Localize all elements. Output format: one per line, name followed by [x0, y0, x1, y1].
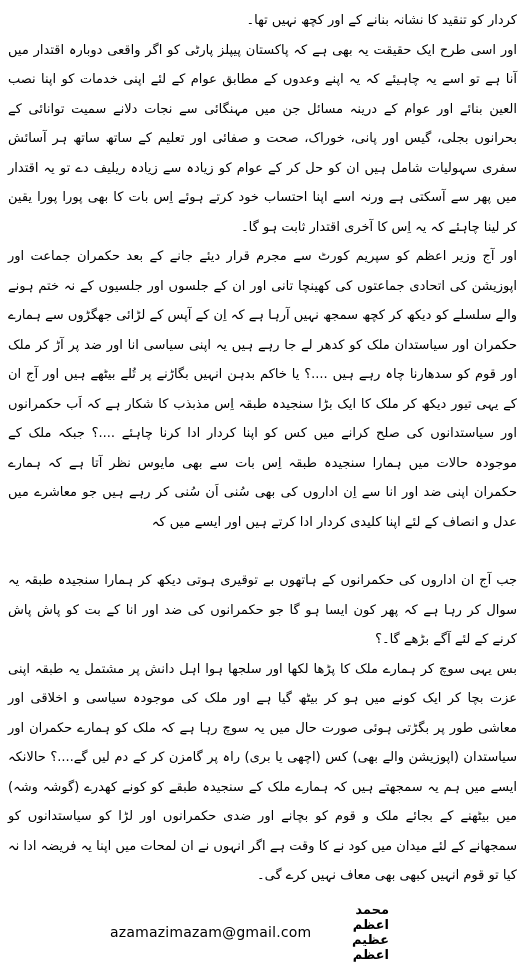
paragraph-1: کردار کو تنقید کا نشانہ بنانے کے اور کچھ نہیں تھا۔: [246, 13, 517, 28]
paragraph-4: جب آج ان اداروں کی حکمرانوں کے ہاتھوں بے توقیری ہوتی دیکھ کر ہمارا سنجیدہ طبقہ یہ سوال کر رہا ہے کہ پھر کون ایسا ہو گا جو حکمرانوں کی ضد اور انا کے بت کو پاش پاش کرنے کے لئے آگے بڑھے گا۔؟: [8, 573, 517, 647]
author-name: محمد اعظم عظیم اعظم: [351, 903, 389, 963]
author-signature: [110, 903, 389, 963]
paragraph-5: بس یہی سوچ کر ہمارے ملک کا پڑھا لکھا اور سلجھا ہوا اہل دانش پر مشتمل یہ طبقہ اپنی عزت بچا کر ایک کونے میں ہو کر بیٹھ گیا ہے اور ملک کی موجودہ سیاسی و اخلاقی اور معاشی طور پر بگڑتی ہوئی صورت حال میں یہ سوچ رہا ہے کہ ملک کو ہمارے حکمران اور سیاستدان (اپوزیشن والے بھی) کس (اچھی یا بری) راہ پر گامزن کر کے دم لیں گے....؟ حالانکہ ایسے میں ہم یہ سمجھتے ہیں کہ ہمارے ملک کے سنجیدہ طبقے کو کونے کھدرے (گوشہ وشہ) میں بیٹھنے کے بجائے ملک و قوم کو بچانے اور ضدی حکمرانوں اور لڑا کو سیاستدانوں کو سمجھانے کے لئے میدان میں کود نے کا وقت ہے اگر انہوں نے ان لمحات میں اپنا یہ فریضہ ادا نہ کیا تو قوم انہیں کبھی بھی معاف نہیں کرے گی۔: [8, 661, 517, 883]
paragraph-3: اور آج وزیر اعظم کو سپریم کورٹ سے مجرم قرار دیئے جانے کے بعد حکمران جماعت اور اپوزیشن کی اتحادی جماعتوں کی کھینچا تانی اور ان کے جلسوں اور جلسیوں کے نہ ختم ہونے والے سلسلے کو دیکھ کر کچھ سمجھ نہیں آرہا ہے کہ اِن کے آپس کے لڑائی جھگڑوں سے ہمارے حکمران اور سیاستدان ملک کو کدھر لے جا رہے ہیں یہ اپنی سیاسی انا اور ضد پر آڑ کر ملک اور قوم کو سدھارنا چاہ رہے ہیں ....؟ یا خاکم بدہن انہیں بگاڑنے پر تُلے بیٹھے ہیں اور آج ان کے یہی تیور دیکھ کر ملک کا ایک بڑا سنجیدہ طبقہ اِس مذبذب کا شکار ہے کہ اَب حکمرانوں اور سیاستدانوں کی صلح کرانے میں کس کو اپنا کردار ادا کرنا چاہئے ....؟ جبکہ ملک کے موجودہ حالات میں ہمارا سنجیدہ طبقہ اِس بات سے بھی مایوس نظر آتا ہے کہ ہمارے حکمران اپنی ضد اور انا سے اِن اداروں کی بھی سُنی اَن سُنی کر رہے ہیں جو معاشرے میں عدل و انصاف کے لئے اپنا کلیدی کردار ادا کرتے ہیں اور ایسے میں کہ: [8, 249, 517, 530]
paragraph-spacer: [8, 537, 517, 566]
author-email: azamazimazam@gmail.com: [110, 925, 312, 941]
paragraph-2: اور اسی طرح ایک حقیقت یہ بھی ہے کہ پاکستان پیپلز پارٹی کو اگر واقعی دوبارہ اقتدار میں آنا ہے تو اسے یہ چاہیئے کہ یہ اپنے وعدوں کے مطابق عوام کے لئے اپنی خدمات کو اپنا نصب العین بنائے اور عوام کے درینہ مسائل جن میں مہنگائی سے نجات دلانے سمیت توانائی کے بحرانوں بجلی، گیس اور پانی، خوراک، صحت و صفائی اور تعلیم کے ساتھ ساتھ ہر آسائش سفری سہولیات شامل ہیں ان کو حل کر کے عوام کو زیادہ سے زیادہ ریلیف دے تو یہ اقتدار میں پھر سے آسکتی ہے ورنہ اسے اپنا احتساب خود کرتے ہوئے اِس بات کا بھی پورا پورا یقین کر لینا چاہئے کہ یہ اِس کا آخری اقتدار ثابت ہو گا۔: [8, 42, 517, 235]
